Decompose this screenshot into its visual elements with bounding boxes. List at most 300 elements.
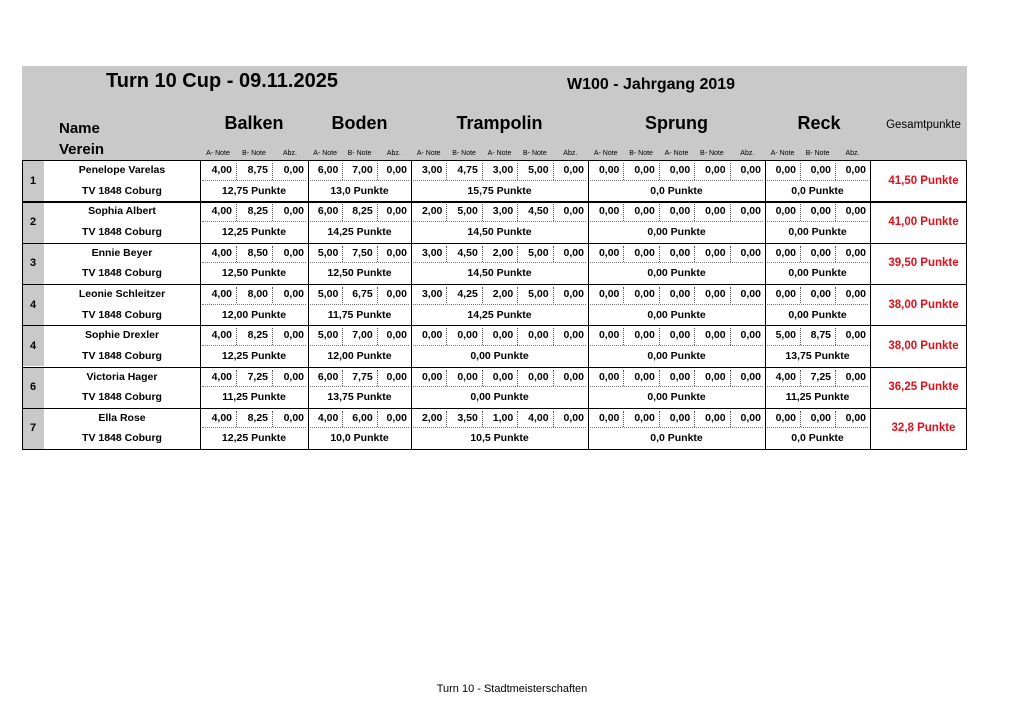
score-reck-2: 0,00 bbox=[845, 246, 866, 259]
rank-cell: 3 bbox=[22, 243, 44, 284]
score-trampolin-1: 5,00 bbox=[457, 205, 478, 218]
score-divider bbox=[623, 246, 624, 263]
score-divider bbox=[377, 287, 378, 304]
score-divider bbox=[342, 163, 343, 180]
score-reck-0: 0,00 bbox=[775, 246, 796, 259]
score-divider bbox=[236, 163, 237, 180]
score-boden-1: 7,00 bbox=[352, 329, 373, 342]
rank-cell: 4 bbox=[22, 325, 44, 366]
verein-column-header: Verein bbox=[59, 141, 105, 158]
subheader-sprung-3: B- Note bbox=[700, 150, 724, 157]
score-divider bbox=[236, 246, 237, 263]
gymnast-name: Sophia Albert bbox=[88, 205, 156, 218]
score-divider bbox=[623, 204, 624, 221]
score-divider bbox=[730, 204, 731, 221]
apparatus-points-balken: 12,25 Punkte bbox=[221, 349, 287, 362]
score-divider bbox=[553, 411, 554, 428]
apparatus-points-reck: 13,75 Punkte bbox=[785, 349, 850, 362]
category-subtitle: W100 - Jahrgang 2019 bbox=[567, 76, 736, 93]
score-sprung-3: 0,00 bbox=[705, 411, 726, 424]
score-boden-0: 5,00 bbox=[317, 246, 339, 259]
score-sprung-4: 0,00 bbox=[740, 370, 761, 383]
apparatus-points-trampolin: 14,25 Punkte bbox=[467, 308, 532, 321]
total-points: 41,50 Punkte bbox=[888, 174, 959, 187]
score-divider bbox=[342, 246, 343, 263]
score-divider bbox=[446, 204, 447, 221]
total-points: 32,8 Punkte bbox=[891, 422, 956, 435]
score-sprung-2: 0,00 bbox=[669, 329, 691, 342]
column-border bbox=[870, 160, 871, 449]
score-divider bbox=[694, 287, 695, 304]
score-divider bbox=[800, 287, 801, 304]
score-trampolin-0: 3,00 bbox=[421, 287, 443, 300]
score-sprung-1: 0,00 bbox=[634, 370, 655, 383]
score-boden-2: 0,00 bbox=[386, 287, 407, 300]
total-points: 39,50 Punkte bbox=[888, 257, 959, 270]
apparatus-points-sprung: 0,00 Punkte bbox=[647, 349, 706, 362]
score-boden-2: 0,00 bbox=[386, 164, 407, 176]
score-trampolin-2: 3,00 bbox=[492, 205, 514, 218]
score-sprung-4: 0,00 bbox=[740, 329, 761, 342]
score-divider bbox=[272, 328, 273, 345]
score-divider bbox=[272, 370, 273, 387]
score-divider bbox=[659, 287, 660, 304]
score-sprung-3: 0,00 bbox=[705, 246, 726, 259]
row-border bbox=[22, 408, 967, 409]
column-border bbox=[308, 160, 309, 449]
score-divider bbox=[553, 204, 554, 221]
subheader-sprung-4: Abz. bbox=[740, 150, 755, 157]
score-divider bbox=[342, 328, 343, 345]
subheader-trampolin-2: A- Note bbox=[487, 150, 512, 157]
score-sprung-1: 0,00 bbox=[634, 329, 655, 342]
score-divider bbox=[553, 370, 554, 387]
score-divider bbox=[730, 287, 731, 304]
apparatus-points-boden: 12,00 Punkte bbox=[327, 349, 392, 362]
column-border bbox=[765, 160, 766, 449]
score-divider bbox=[446, 411, 447, 428]
score-sprung-0: 0,00 bbox=[598, 329, 620, 342]
score-divider bbox=[342, 370, 343, 387]
score-divider bbox=[236, 411, 237, 428]
score-boden-1: 7,00 bbox=[352, 164, 373, 176]
score-boden-1: 6,75 bbox=[352, 287, 373, 300]
score-trampolin-3: 5,00 bbox=[528, 164, 549, 176]
score-boden-1: 7,50 bbox=[352, 246, 373, 259]
apparatus-points-reck: 0,0 Punkte bbox=[791, 432, 844, 445]
score-sprung-2: 0,00 bbox=[669, 411, 691, 424]
score-trampolin-2: 0,00 bbox=[492, 329, 514, 342]
rank-cell: 6 bbox=[22, 367, 44, 408]
subheader-balken-2: Abz. bbox=[282, 150, 297, 157]
score-trampolin-0: 2,00 bbox=[421, 411, 443, 424]
apparatus-points-boden: 11,75 Punkte bbox=[327, 308, 392, 321]
score-sprung-3: 0,00 bbox=[705, 287, 726, 300]
score-reck-2: 0,00 bbox=[845, 370, 866, 383]
subheader-boden-1: B- Note bbox=[347, 150, 372, 157]
score-sprung-4: 0,00 bbox=[740, 287, 761, 300]
apparatus-header-reck: Reck bbox=[797, 113, 841, 133]
score-sprung-1: 0,00 bbox=[634, 411, 655, 424]
rank-cell: 4 bbox=[22, 284, 44, 325]
score-reck-0: 5,00 bbox=[775, 329, 796, 342]
apparatus-header-balken: Balken bbox=[224, 113, 284, 133]
subheader-reck-1: B- Note bbox=[805, 150, 830, 157]
score-divider bbox=[236, 287, 237, 304]
gymnast-verein: TV 1848 Coburg bbox=[82, 184, 162, 197]
score-divider bbox=[482, 287, 483, 304]
column-border bbox=[966, 160, 967, 449]
score-divider bbox=[446, 163, 447, 180]
page-title: Turn 10 Cup - 09.11.2025 bbox=[106, 70, 338, 92]
score-trampolin-3: 4,00 bbox=[528, 411, 549, 424]
score-sprung-3: 0,00 bbox=[705, 164, 726, 176]
score-divider bbox=[553, 163, 554, 180]
score-trampolin-0: 2,00 bbox=[421, 205, 443, 218]
row-border bbox=[22, 160, 967, 161]
score-divider bbox=[517, 411, 518, 428]
score-reck-0: 0,00 bbox=[775, 411, 796, 424]
score-reck-0: 0,00 bbox=[775, 205, 796, 218]
apparatus-points-trampolin: 10,5 Punkte bbox=[470, 432, 529, 445]
score-divider bbox=[446, 328, 447, 345]
apparatus-points-sprung: 0,00 Punkte bbox=[647, 391, 706, 404]
score-reck-0: 0,00 bbox=[775, 287, 796, 300]
score-sprung-3: 0,00 bbox=[705, 205, 726, 218]
score-boden-2: 0,00 bbox=[386, 246, 407, 259]
score-trampolin-0: 3,00 bbox=[421, 164, 443, 176]
score-divider bbox=[694, 328, 695, 345]
score-reck-2: 0,00 bbox=[845, 287, 866, 300]
apparatus-header-trampolin: Trampolin bbox=[456, 113, 543, 133]
column-border bbox=[200, 160, 201, 449]
apparatus-points-sprung: 0,00 Punkte bbox=[647, 267, 706, 280]
score-reck-1: 0,00 bbox=[810, 246, 831, 259]
score-boden-0: 6,00 bbox=[317, 205, 339, 218]
gesamtpunkte-header: Gesamtpunkte bbox=[886, 119, 961, 131]
score-sprung-2: 0,00 bbox=[669, 370, 691, 383]
score-boden-2: 0,00 bbox=[386, 411, 407, 424]
score-divider bbox=[659, 328, 660, 345]
apparatus-points-balken: 12,50 Punkte bbox=[221, 267, 287, 280]
score-divider bbox=[730, 328, 731, 345]
score-trampolin-3: 4,50 bbox=[528, 205, 549, 218]
score-divider bbox=[694, 163, 695, 180]
score-trampolin-3: 5,00 bbox=[528, 246, 549, 259]
score-reck-1: 0,00 bbox=[810, 164, 831, 176]
score-balken-0: 4,00 bbox=[211, 411, 232, 424]
score-divider bbox=[730, 370, 731, 387]
score-divider bbox=[835, 287, 836, 304]
score-boden-2: 0,00 bbox=[386, 329, 407, 342]
score-sprung-2: 0,00 bbox=[669, 287, 691, 300]
apparatus-points-balken: 12,25 Punkte bbox=[221, 225, 287, 238]
score-divider bbox=[659, 204, 660, 221]
score-balken-2: 0,00 bbox=[283, 246, 304, 259]
score-boden-1: 6,00 bbox=[352, 411, 373, 424]
score-reck-2: 0,00 bbox=[845, 329, 866, 342]
score-trampolin-4: 0,00 bbox=[563, 370, 584, 383]
gymnast-verein: TV 1848 Coburg bbox=[82, 267, 162, 280]
score-divider bbox=[694, 204, 695, 221]
score-divider bbox=[800, 204, 801, 221]
apparatus-header-sprung: Sprung bbox=[645, 113, 708, 133]
score-sprung-1: 0,00 bbox=[634, 287, 655, 300]
score-trampolin-1: 0,00 bbox=[457, 329, 478, 342]
score-divider bbox=[835, 328, 836, 345]
score-boden-0: 5,00 bbox=[317, 287, 339, 300]
row-border bbox=[22, 284, 967, 285]
score-divider bbox=[236, 370, 237, 387]
score-divider bbox=[517, 328, 518, 345]
score-divider bbox=[236, 204, 237, 221]
score-divider bbox=[272, 246, 273, 263]
score-divider bbox=[730, 163, 731, 180]
score-trampolin-2: 2,00 bbox=[492, 246, 514, 259]
score-divider bbox=[342, 287, 343, 304]
score-divider bbox=[517, 287, 518, 304]
score-sprung-2: 0,00 bbox=[669, 246, 691, 259]
score-balken-1: 8,00 bbox=[247, 287, 268, 300]
rank-cell: 7 bbox=[22, 408, 44, 449]
score-reck-2: 0,00 bbox=[845, 205, 866, 218]
score-divider bbox=[835, 204, 836, 221]
score-sprung-4: 0,00 bbox=[740, 411, 761, 424]
apparatus-points-reck: 0,00 Punkte bbox=[788, 308, 847, 321]
subheader-sprung-1: B- Note bbox=[629, 150, 653, 157]
score-reck-1: 0,00 bbox=[810, 287, 831, 300]
gymnast-verein: TV 1848 Coburg bbox=[82, 349, 162, 362]
apparatus-points-boden: 10,0 Punkte bbox=[330, 432, 389, 445]
row-border bbox=[22, 201, 967, 202]
apparatus-points-reck: 11,25 Punkte bbox=[785, 391, 850, 404]
score-balken-2: 0,00 bbox=[283, 370, 304, 383]
subheader-trampolin-1: B- Note bbox=[452, 150, 476, 157]
score-divider bbox=[377, 411, 378, 428]
score-reck-1: 7,25 bbox=[810, 370, 831, 383]
score-trampolin-3: 5,00 bbox=[528, 287, 549, 300]
score-reck-2: 0,00 bbox=[845, 164, 866, 176]
score-divider bbox=[482, 246, 483, 263]
score-trampolin-4: 0,00 bbox=[563, 205, 584, 218]
subheader-reck-0: A- Note bbox=[770, 150, 795, 157]
score-trampolin-4: 0,00 bbox=[563, 329, 584, 342]
apparatus-points-balken: 12,25 Punkte bbox=[221, 432, 287, 445]
score-divider bbox=[446, 287, 447, 304]
score-balken-1: 8,25 bbox=[247, 329, 268, 342]
score-divider bbox=[482, 163, 483, 180]
apparatus-points-sprung: 0,00 Punkte bbox=[647, 225, 706, 238]
total-points: 38,00 Punkte bbox=[888, 339, 959, 352]
apparatus-points-boden: 13,75 Punkte bbox=[327, 391, 392, 404]
score-sprung-0: 0,00 bbox=[598, 370, 620, 383]
score-divider bbox=[377, 370, 378, 387]
score-balken-1: 8,25 bbox=[247, 205, 268, 218]
subheader-reck-2: Abz. bbox=[845, 150, 860, 157]
subheader-boden-0: A- Note bbox=[313, 150, 338, 157]
apparatus-points-reck: 0,00 Punkte bbox=[788, 267, 847, 280]
score-boden-0: 6,00 bbox=[317, 370, 339, 383]
table-header bbox=[22, 66, 967, 160]
score-sprung-2: 0,00 bbox=[669, 205, 691, 218]
apparatus-points-trampolin: 0,00 Punkte bbox=[470, 349, 529, 362]
score-divider bbox=[800, 328, 801, 345]
score-divider bbox=[623, 370, 624, 387]
score-divider bbox=[272, 204, 273, 221]
score-divider bbox=[377, 246, 378, 263]
score-balken-0: 4,00 bbox=[211, 370, 232, 383]
apparatus-header-boden: Boden bbox=[331, 113, 388, 133]
score-divider bbox=[482, 411, 483, 428]
column-border bbox=[411, 160, 412, 449]
score-divider bbox=[800, 370, 801, 387]
subheader-boden-2: Abz. bbox=[386, 150, 401, 157]
score-divider bbox=[694, 246, 695, 263]
score-divider bbox=[835, 370, 836, 387]
gymnast-name: Victoria Hager bbox=[86, 370, 158, 383]
score-divider bbox=[659, 411, 660, 428]
score-sprung-3: 0,00 bbox=[705, 370, 726, 383]
gymnast-name: Leonie Schleitzer bbox=[78, 287, 166, 300]
score-balken-0: 4,00 bbox=[211, 164, 232, 176]
score-divider bbox=[659, 246, 660, 263]
score-boden-1: 7,75 bbox=[352, 370, 373, 383]
score-boden-0: 6,00 bbox=[317, 164, 339, 176]
score-balken-0: 4,00 bbox=[211, 246, 232, 259]
gymnast-verein: TV 1848 Coburg bbox=[82, 308, 162, 321]
score-trampolin-2: 0,00 bbox=[492, 370, 514, 383]
row-border bbox=[22, 449, 967, 450]
score-balken-1: 8,25 bbox=[247, 411, 268, 424]
score-divider bbox=[446, 246, 447, 263]
score-divider bbox=[553, 287, 554, 304]
score-divider bbox=[482, 204, 483, 221]
apparatus-points-sprung: 0,0 Punkte bbox=[650, 184, 703, 197]
total-points: 38,00 Punkte bbox=[888, 298, 959, 311]
gymnast-name: Penelope Varelas bbox=[78, 164, 166, 176]
score-sprung-0: 0,00 bbox=[598, 246, 620, 259]
score-divider bbox=[517, 204, 518, 221]
score-divider bbox=[623, 328, 624, 345]
score-trampolin-0: 3,00 bbox=[421, 246, 443, 259]
score-balken-2: 0,00 bbox=[283, 411, 304, 424]
score-balken-2: 0,00 bbox=[283, 205, 304, 218]
score-balken-1: 7,25 bbox=[247, 370, 268, 383]
score-sprung-1: 0,00 bbox=[634, 246, 655, 259]
score-divider bbox=[342, 204, 343, 221]
score-divider bbox=[377, 204, 378, 221]
score-trampolin-2: 1,00 bbox=[492, 411, 514, 424]
score-divider bbox=[800, 246, 801, 263]
score-divider bbox=[659, 163, 660, 180]
score-divider bbox=[553, 328, 554, 345]
score-divider bbox=[730, 246, 731, 263]
total-points: 36,25 Punkte bbox=[888, 381, 959, 394]
score-trampolin-1: 4,50 bbox=[457, 246, 478, 259]
score-trampolin-4: 0,00 bbox=[563, 246, 584, 259]
score-divider bbox=[730, 411, 731, 428]
score-trampolin-3: 0,00 bbox=[528, 370, 549, 383]
score-divider bbox=[272, 287, 273, 304]
score-sprung-4: 0,00 bbox=[740, 246, 761, 259]
score-boden-0: 5,00 bbox=[317, 329, 339, 342]
apparatus-points-boden: 12,50 Punkte bbox=[327, 267, 392, 280]
score-divider bbox=[694, 411, 695, 428]
score-divider bbox=[377, 163, 378, 180]
score-balken-2: 0,00 bbox=[283, 287, 304, 300]
subheader-balken-1: B- Note bbox=[242, 150, 266, 157]
apparatus-points-sprung: 0,0 Punkte bbox=[650, 432, 703, 445]
score-divider bbox=[800, 411, 801, 428]
gymnast-name: Ella Rose bbox=[98, 411, 146, 424]
gymnast-verein: TV 1848 Coburg bbox=[82, 225, 162, 238]
apparatus-points-sprung: 0,00 Punkte bbox=[647, 308, 706, 321]
score-boden-0: 4,00 bbox=[317, 411, 339, 424]
column-border bbox=[588, 160, 589, 449]
score-balken-0: 4,00 bbox=[211, 287, 232, 300]
score-reck-0: 0,00 bbox=[775, 164, 796, 176]
score-divider bbox=[800, 163, 801, 180]
column-border bbox=[22, 160, 23, 449]
score-boden-2: 0,00 bbox=[386, 370, 407, 383]
gymnast-verein: TV 1848 Coburg bbox=[82, 432, 162, 445]
apparatus-points-trampolin: 14,50 Punkte bbox=[467, 267, 532, 280]
score-trampolin-0: 0,00 bbox=[421, 329, 443, 342]
score-trampolin-1: 4,75 bbox=[457, 164, 478, 176]
score-balken-0: 4,00 bbox=[211, 205, 232, 218]
score-reck-1: 8,75 bbox=[810, 329, 831, 342]
score-reck-1: 0,00 bbox=[810, 205, 831, 218]
score-trampolin-2: 3,00 bbox=[492, 164, 514, 176]
score-divider bbox=[517, 246, 518, 263]
results-sheet bbox=[22, 66, 967, 452]
score-sprung-4: 0,00 bbox=[740, 164, 761, 176]
apparatus-points-boden: 13,0 Punkte bbox=[330, 184, 389, 197]
score-reck-0: 4,00 bbox=[775, 370, 796, 383]
score-divider bbox=[835, 411, 836, 428]
score-sprung-1: 0,00 bbox=[634, 205, 655, 218]
score-sprung-0: 0,00 bbox=[598, 205, 620, 218]
score-trampolin-1: 0,00 bbox=[457, 370, 478, 383]
subheader-trampolin-0: A- Note bbox=[416, 150, 441, 157]
score-divider bbox=[236, 328, 237, 345]
row-border bbox=[22, 243, 967, 244]
row-border bbox=[22, 367, 967, 368]
score-sprung-0: 0,00 bbox=[598, 411, 620, 424]
score-divider bbox=[623, 163, 624, 180]
score-boden-2: 0,00 bbox=[386, 205, 407, 218]
gymnast-name: Sophie Drexler bbox=[84, 329, 160, 342]
score-balken-0: 4,00 bbox=[211, 329, 232, 342]
score-trampolin-4: 0,00 bbox=[563, 287, 584, 300]
apparatus-points-balken: 12,75 Punkte bbox=[221, 184, 287, 197]
score-balken-2: 0,00 bbox=[283, 329, 304, 342]
apparatus-points-trampolin: 15,75 Punkte bbox=[467, 184, 532, 197]
score-divider bbox=[835, 163, 836, 180]
score-divider bbox=[835, 246, 836, 263]
score-trampolin-3: 0,00 bbox=[528, 329, 549, 342]
score-boden-1: 8,25 bbox=[352, 205, 373, 218]
score-reck-2: 0,00 bbox=[845, 411, 866, 424]
score-sprung-4: 0,00 bbox=[740, 205, 761, 218]
score-divider bbox=[377, 328, 378, 345]
score-trampolin-4: 0,00 bbox=[563, 411, 584, 424]
subheader-balken-0: A- Note bbox=[206, 150, 230, 157]
score-sprung-2: 0,00 bbox=[669, 164, 691, 176]
score-divider bbox=[517, 163, 518, 180]
row-border bbox=[22, 325, 967, 326]
score-sprung-0: 0,00 bbox=[598, 164, 620, 176]
